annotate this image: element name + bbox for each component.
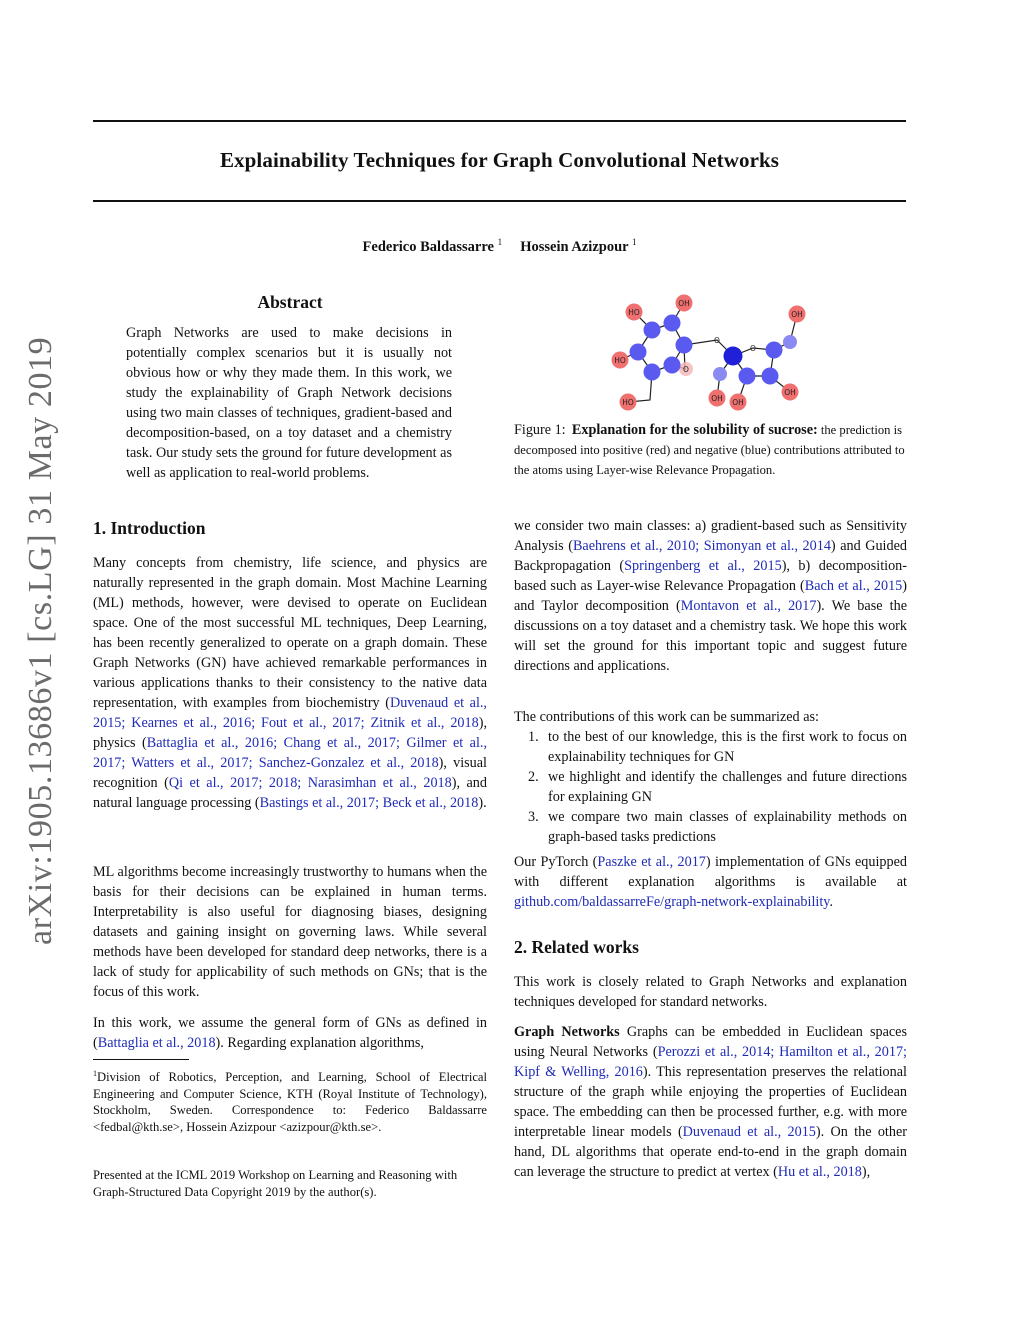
related-paragraph-1: This work is closely related to Graph Networks and explanation techniques developed for standard networks. [514,974,907,1010]
footnote-rule [93,1059,189,1060]
atom-node [724,347,743,366]
text-run: ) implementation of GNs equipped with different explanation algorithms is available at [514,854,907,890]
paragraph-heading: Graph Networks [514,1024,620,1040]
author-affiliation: 1 [631,237,637,247]
abstract-heading: Abstract [257,292,323,312]
list-number: 2. [528,769,539,785]
atom-node [762,368,779,385]
text-run: In this work, we assume the general form of GNs as defined in ( [93,1015,487,1051]
list-text: we highlight and identify the challenges and future directions for explaining GN [548,769,907,805]
abstract-text: Graph Networks are used to make decisions in potentially complex scenarios but it is usually not obvious how or why they made them. In this work, we study the explainability of Graph Network decisions using two main classes of techniques, gradient-based and decomposition-based, on a toy dataset and a chemistry task. Our study sets the ground for future development as well as application to real-world problems. [126,325,452,481]
caption-text: the prediction is decomposed into positive (red) and negative (blue) contributions attributed to the atoms using Layer-wise Relevance Propagation. [514,423,905,477]
citation-link[interactable]: Montavon et al., 2017 [680,598,817,614]
text-run: ). Regarding explanation algorithms, [215,1035,424,1051]
implementation-paragraph [514,852,907,912]
footnote-mark: 1 [93,1069,97,1078]
title-rule-bottom [93,200,906,202]
text-run: ), [861,1164,871,1180]
list-text: we compare two main classes of explainability methods on graph-based tasks predictions [548,809,907,845]
list-item [514,807,907,847]
atom-node [644,322,661,339]
text-run: Many concepts from chemistry, life science, and physics are naturally represented in the graph domain. Most Machine Learning (ML) methods, however, were devised to operate on Euclidean space. One of the most successful ML techniques, Deep Learning, has been recently generalized to operate on a graph domain. These Graph Networks (GN) have achieved remarkable performances in various applications thanks to their consistency to the native data representation, with examples from biochemistry ( [93,555,487,711]
intro-paragraph-1 [93,553,487,813]
list-item [514,727,907,767]
contributions-list [514,727,907,847]
paper-title: Explainability Techniques for Graph Convolutional Networks [219,148,780,172]
intro-paragraph-3 [93,1013,487,1053]
author-list [93,237,906,256]
text-run: Our PyTorch ( [514,854,598,870]
list-number: 3. [528,809,539,825]
citation-link[interactable]: Paszke et al., 2017 [597,854,706,870]
venue-note: Presented at the ICML 2019 Workshop on Learning and Reasoning with Graph-Structured Data Copyright 2019 by the author(s). [93,1168,458,1199]
text-run: ), and natural language processing ( [93,775,487,811]
author-affiliation: 1 [497,237,503,247]
atom-label: OH [791,310,803,319]
atom-label: O [714,336,720,345]
author-name: Hossein Azizpour [520,238,629,255]
citation-link[interactable]: Perozzi et al., 2014; Hamilton et al., 2017; Kipf & Welling, 2016 [514,1044,907,1080]
atom-label: OH [784,388,796,397]
right-paragraph-1 [514,516,907,676]
text-run: ) and Guided Backpropagation ( [514,538,907,574]
related-paragraph-2 [514,1022,907,1182]
negative-relevance-atoms [630,315,798,385]
atom-node [783,335,797,349]
affiliation-footnote [93,1066,487,1135]
atom-node [676,337,693,354]
text-run: ). This representation preserves the relational structure of the graph while enjoying the properties of Euclidean space. The embedding can then be processed further, e.g. with more interpretable linear models ( [514,1064,907,1140]
citation-link[interactable]: Duvenaud et al., 2015 [682,1124,816,1140]
text-run: ). [478,795,487,811]
figure-caption [514,420,907,480]
atom-node [713,367,727,381]
citation-link[interactable]: Hu et al., 2018 [777,1164,862,1180]
atom-node [664,357,681,374]
atom-label: O [750,344,756,353]
text-run: . [829,894,833,910]
text-run: ) and Taylor decomposition ( [514,578,907,614]
atom-node [664,315,681,332]
intro-paragraph-2: ML algorithms become increasingly trustworthy to humans when the basis for their decisions can be explained in human terms. Interpretability is also useful for diagnosing biases, designing datasets and gaining insight on governing laws. While several methods have been developed for standard deep networks, there is a lack of study for applicability of such methods on GNs; that is the focus of this work. [93,864,487,1000]
section-heading-introduction: 1. Introduction [93,518,206,538]
list-number: 1. [528,729,539,745]
text-run: ), visual recognition ( [93,755,487,791]
atom-label: O [683,365,689,374]
caption-title: Explanation for the solubility of sucrose: [571,422,818,438]
caption-label: Figure 1: [514,422,566,438]
arxiv-identifier: arXiv:1905.13686v1 [cs.LG] 31 May 2019 [22,336,59,945]
sucrose-relevance-figure [600,290,820,420]
citation-link[interactable]: Baehrens et al., 2010; Simonyan et al., 2014 [572,538,831,554]
text-run: ), physics ( [93,715,487,751]
repository-link[interactable]: github.com/baldassarreFe/graph-network-explainability [514,894,830,910]
citation-link[interactable]: Bach et al., 2015 [804,578,903,594]
atom-node [644,364,661,381]
atom-label: OH [678,299,690,308]
citation-link[interactable]: Battaglia et al., 2016; Chang et al., 2017; Gilmer et al., 2017; Watters et al., 2017; Sanchez-Gonzalez et al., 2018 [93,735,487,771]
author-name: Federico Baldassarre [362,238,494,255]
atom-label: OH [732,398,744,407]
text-run: ), b) decomposition-based such as Layer-wise Relevance Propagation ( [514,558,907,594]
atom-node [630,344,647,361]
contributions-intro: The contributions of this work can be summarized as: [514,709,819,725]
atom-label: HO [614,356,626,365]
text-run: we consider two main classes: a) gradient-based such as Sensitivity Analysis ( [514,518,907,554]
citation-link[interactable]: Springenberg et al., 2015 [624,558,782,574]
atom-label: HO [622,398,634,407]
atom-node [739,368,756,385]
citation-link[interactable]: Battaglia et al., 2018 [97,1035,216,1051]
title-rule-top [93,120,906,122]
citation-link[interactable]: Duvenaud et al., 2015; Kearnes et al., 2016; Fout et al., 2017; Zitnik et al., 2018 [93,695,487,731]
list-text: to the best of our knowledge, this is the first work to focus on explainability techniques for GN [548,729,907,765]
atom-node [766,342,783,359]
text-run: ). We base the discussions on a toy dataset and a chemistry task. We hope this work will set the ground for this important topic and suggest future directions and applications. [514,598,907,674]
citation-link[interactable]: Qi et al., 2017; 2018; Narasimhan et al., 2018 [168,775,452,791]
footnote-text: Division of Robotics, Perception, and Learning, School of Electrical Engineering and Computer Science, KTH (Royal Institute of Technology), Stockholm, Sweden. Correspondence to: Federico Baldassarre <fedbal@kth.se>, Hossein Azizpour <azizpour@kth.se>. [93,1070,487,1134]
text-run: Graphs can be embedded in Euclidean spaces using Neural Networks ( [514,1024,907,1060]
text-run: ). On the other hand, DL algorithms that operate end-to-end in the graph domain can leverage the structure to predict at vertex ( [514,1124,907,1180]
list-item [514,767,907,807]
citation-link[interactable]: Bastings et al., 2017; Beck et al., 2018 [259,795,479,811]
atom-label: OH [711,394,723,403]
section-heading-related-works: 2. Related works [514,937,639,957]
atom-label: HO [628,308,640,317]
